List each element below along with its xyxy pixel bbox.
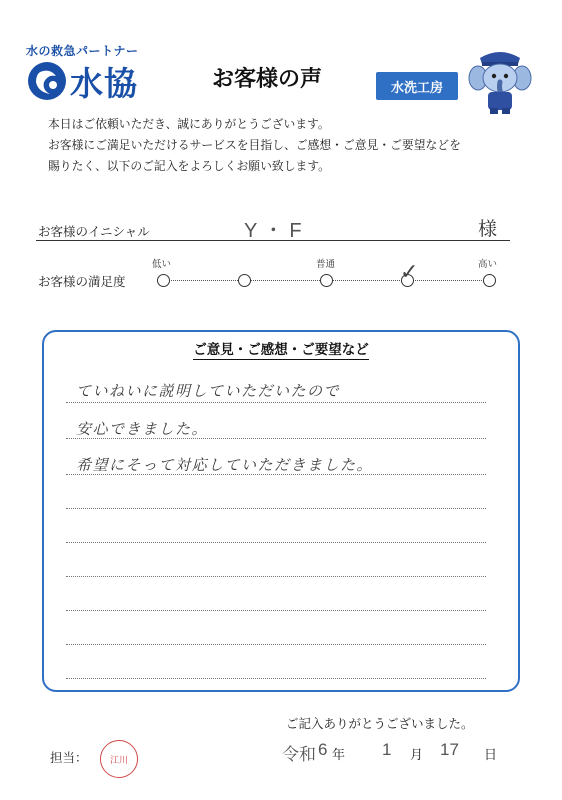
initial-suffix: 様 [478, 218, 498, 240]
stamp-text: 江川 [109, 755, 128, 766]
comment-line-2: 安心できました。 [76, 422, 209, 438]
satisfaction-label: お客様の満足度 [38, 274, 126, 289]
logo-subtitle: 水の救急パートナー [26, 44, 139, 58]
staff-stamp [100, 740, 138, 778]
comments-title-text: ご意見・ご感想・ご要望など [193, 342, 369, 358]
satisfaction-option-3[interactable] [320, 274, 333, 287]
brand-badge: 水洗工房 [376, 72, 458, 100]
comments-title [0, 338, 562, 358]
comment-rule [66, 610, 486, 611]
date-day-unit: 日 [484, 748, 498, 763]
elephant-mascot-icon [468, 44, 532, 116]
comment-rule [66, 542, 486, 543]
satisfaction-low: 低い [152, 259, 172, 270]
satisfaction-mid: 普通 [316, 259, 336, 270]
comment-rule [66, 508, 486, 509]
date-year-unit: 年 [332, 748, 346, 763]
initial-value: Y・F [244, 220, 308, 242]
satisfaction-option-1[interactable] [157, 274, 170, 287]
thanks-text: ご記入ありがとうございました。 [286, 716, 474, 731]
date-year: 6 [318, 740, 328, 759]
intro-line: 賜りたく、以下のご記入をよろしくお願い致します。 [48, 159, 330, 173]
satisfaction-option-5[interactable] [483, 274, 496, 287]
intro-text [48, 114, 538, 177]
satisfaction-option-2[interactable] [238, 274, 251, 287]
intro-line: お客様にご満足いただけるサービスを目指し、ご感想・ご意見・ご要望などを [48, 138, 461, 152]
date-era: 令和 [282, 745, 316, 764]
comment-rule [66, 474, 486, 475]
satisfaction-high: 高い [478, 259, 498, 270]
date-day: 17 [440, 740, 459, 759]
logo-mark-icon [26, 60, 68, 102]
comment-rule [66, 438, 486, 439]
comment-rule [66, 678, 486, 679]
date-month-unit: 月 [410, 748, 424, 763]
satisfaction-check-icon: ✓ [400, 260, 419, 285]
comment-rule [66, 402, 486, 403]
comment-line-1: ていねいに説明していただいたので [76, 384, 341, 400]
comment-rule [66, 576, 486, 577]
staff-label: 担当： [50, 750, 88, 765]
date-month: 1 [382, 740, 392, 759]
page-title: お客様の声 [212, 67, 323, 92]
logo-name: 水協 [70, 64, 138, 103]
comment-rule [66, 644, 486, 645]
intro-line: 本日はご依頼いただき、誠にありがとうございます。 [48, 117, 330, 131]
initial-underline [36, 240, 510, 241]
comment-line-3: 希望にそって対応していただきました。 [76, 458, 374, 474]
initial-label: お客様のイニシャル [38, 224, 150, 239]
